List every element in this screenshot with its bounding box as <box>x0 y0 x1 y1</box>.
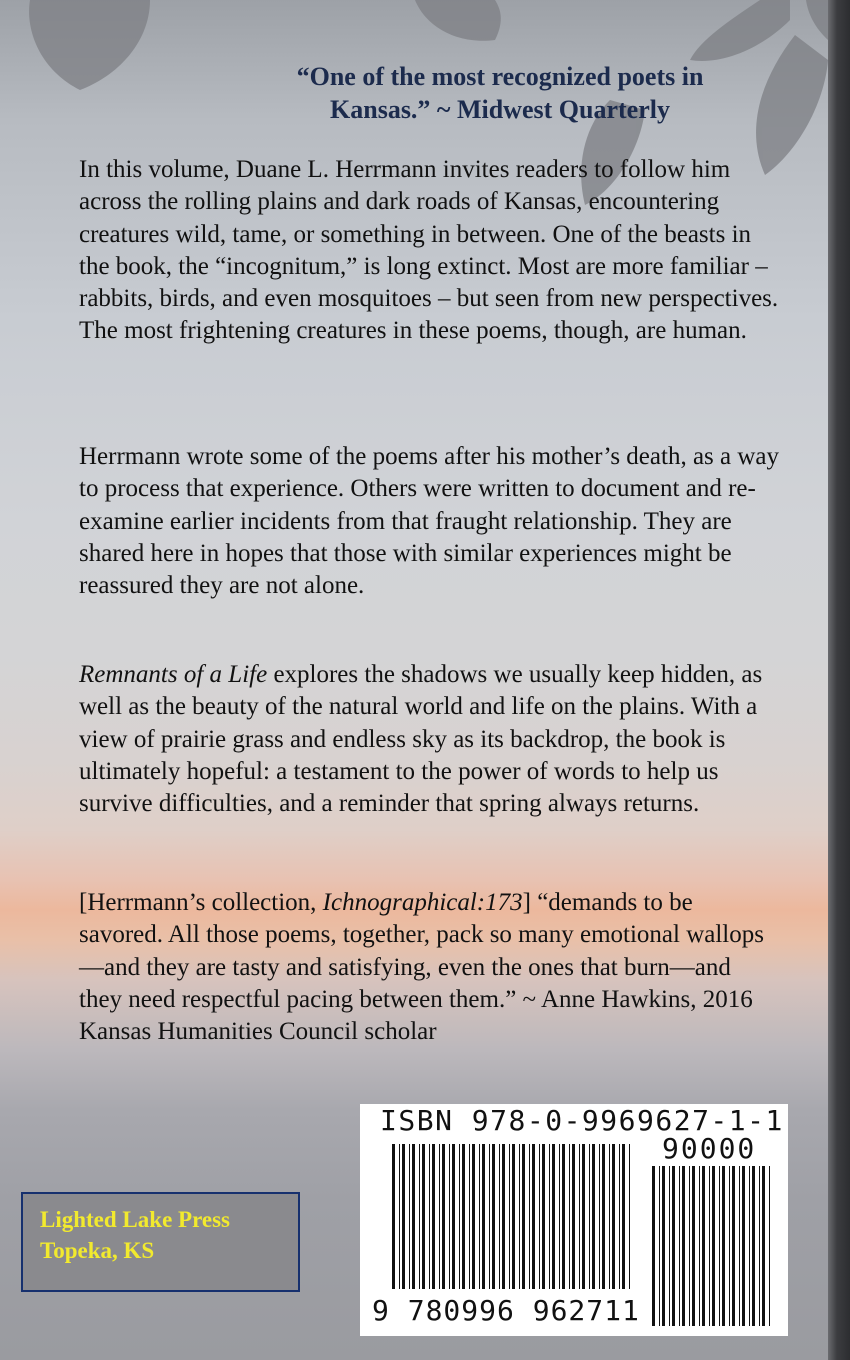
description-paragraph-3 <box>79 659 779 820</box>
barcode-bar <box>629 1144 630 1289</box>
barcode-bar <box>482 1144 485 1289</box>
endorsement-quote-line1: “One of the most recognized poets in <box>296 62 704 91</box>
barcode-bar <box>769 1166 770 1326</box>
barcode-bar <box>422 1144 425 1289</box>
barcode-bar <box>752 1166 755 1326</box>
barcode-bar <box>419 1144 420 1289</box>
barcode-bar <box>452 1144 455 1289</box>
barcode-bar <box>562 1144 565 1289</box>
barcode-bar <box>472 1144 475 1289</box>
barcode-bar <box>712 1166 715 1326</box>
barcode-bar <box>569 1144 570 1289</box>
description-paragraph-2: Herrmann wrote some of the poems after his mother’s death, as a way to process that experience. Others were written to document and re-examine earlier incidents from that fraught relationship. They are shared here in hopes that those with similar experiences might be reassured they are not alone. <box>79 443 780 600</box>
isbn-label: ISBN 978-0-9969627-1-1 <box>380 1104 784 1137</box>
barcode-bar <box>762 1166 765 1326</box>
review-quote-paragraph <box>79 887 779 1048</box>
barcode-bar <box>402 1144 405 1289</box>
endorsement-quote <box>265 60 735 126</box>
barcode-bar <box>429 1144 430 1289</box>
review-quote-text: ] “demands to be savored. All those poems, together, pack so many emotional wallops—and they are tasty and satisfying, even the ones that burn—and they need respectful pacing between them.” ~ Anne Hawkins, 2016 Kansas Humanities Council scholar <box>79 889 764 1046</box>
barcode-bar <box>519 1144 520 1289</box>
ean-digits: 9 780996 962711 <box>372 1294 640 1327</box>
description-paragraph-1: In this volume, Duane L. Herrmann invites readers to follow him across the rolling plains and dark roads of Kansas, encountering creatures wild, tame, or something in between. One of the beasts in the book, the “incognitum,” is long extinct. Most are more familiar – rabbits, birds, and even mosquitoes – but seen from new perspectives. The most frightening creatures in these poems, though, are human. <box>79 156 779 345</box>
barcode-bar <box>722 1166 725 1326</box>
barcode-bar <box>622 1144 625 1289</box>
barcode-bar <box>672 1166 675 1326</box>
barcode-bar <box>602 1144 605 1289</box>
barcode-bar <box>399 1144 400 1289</box>
barcode-bar <box>702 1166 705 1326</box>
barcode-bar <box>749 1166 750 1326</box>
barcode-bar <box>512 1144 515 1289</box>
barcode-bar <box>442 1144 445 1289</box>
barcode-bar <box>459 1144 460 1289</box>
barcode-bar <box>669 1166 670 1326</box>
barcode-bar <box>489 1144 490 1289</box>
barcode-bar <box>729 1166 730 1326</box>
barcode-bar <box>592 1144 595 1289</box>
barcode-bar <box>612 1144 615 1289</box>
barcode-bar <box>582 1144 585 1289</box>
barcode-bar <box>469 1144 470 1289</box>
barcode-bar <box>579 1144 580 1289</box>
barcode-bar <box>589 1144 590 1289</box>
barcode-bar <box>492 1144 495 1289</box>
barcode-bar <box>479 1144 480 1289</box>
barcode-bar <box>409 1144 410 1289</box>
barcode-bar <box>759 1166 760 1326</box>
barcode-bar <box>652 1166 655 1326</box>
barcode-bar <box>462 1144 465 1289</box>
publisher-location: Topeka, KS <box>40 1238 155 1263</box>
barcode-bar <box>499 1144 500 1289</box>
barcode-bar <box>742 1166 745 1326</box>
leaf-mid-shape <box>415 0 501 41</box>
barcode-bar <box>529 1144 530 1289</box>
book-title: Remnants of a Life <box>79 661 268 688</box>
barcode-bar <box>599 1144 600 1289</box>
barcode-bar <box>542 1144 545 1289</box>
barcode-bar <box>739 1166 740 1326</box>
barcode-bar <box>549 1144 550 1289</box>
barcode-bar <box>509 1144 510 1289</box>
barcode-bar <box>502 1144 505 1289</box>
collection-title: Ichnographical:173 <box>322 889 523 916</box>
leaf-corner-shape <box>806 0 828 40</box>
barcode-bar <box>439 1144 440 1289</box>
price-addon-code: 90000 <box>662 1132 757 1165</box>
barcode-bar <box>532 1144 535 1289</box>
publisher-name: Lighted Lake Press <box>40 1207 230 1232</box>
barcode-bar <box>559 1144 560 1289</box>
barcode-bar <box>412 1144 415 1289</box>
description-paragraph-3-text: explores the shadows we usually keep hidden, as well as the beauty of the natural world and life on the plains. With a view of prairie grass and endless sky as its backdrop, the book is ultimately hopeful: a testament to the power of words to help us survive difficulties, and a reminder that spring always returns. <box>79 661 763 818</box>
book-spine-edge <box>828 0 850 1360</box>
review-quote-start: [Herrmann’s collection, <box>79 889 323 916</box>
barcode-bar <box>692 1166 695 1326</box>
barcode-bar <box>522 1144 525 1289</box>
barcode-bar <box>719 1166 720 1326</box>
barcode-bar <box>432 1144 435 1289</box>
barcode-bar <box>609 1144 610 1289</box>
barcode-bar <box>732 1166 735 1326</box>
publisher-box <box>21 1192 300 1292</box>
leaf-right-shape <box>690 0 790 61</box>
barcode-bar <box>449 1144 450 1289</box>
barcode-bar <box>662 1166 665 1326</box>
barcode-bar <box>619 1144 620 1289</box>
barcode-bar <box>392 1144 395 1289</box>
barcode-bar <box>709 1166 710 1326</box>
barcode-bar <box>679 1166 680 1326</box>
barcode-bar <box>659 1166 660 1326</box>
barcode-bar <box>552 1144 555 1289</box>
barcode-bar <box>689 1166 690 1326</box>
barcode-bar <box>539 1144 540 1289</box>
endorsement-quote-line2: Kansas.” ~ Midwest Quarterly <box>330 95 670 124</box>
barcode-bar <box>699 1166 700 1326</box>
leaf-left-shape <box>29 0 150 90</box>
barcode-bar <box>682 1166 685 1326</box>
barcode-bar <box>572 1144 575 1289</box>
